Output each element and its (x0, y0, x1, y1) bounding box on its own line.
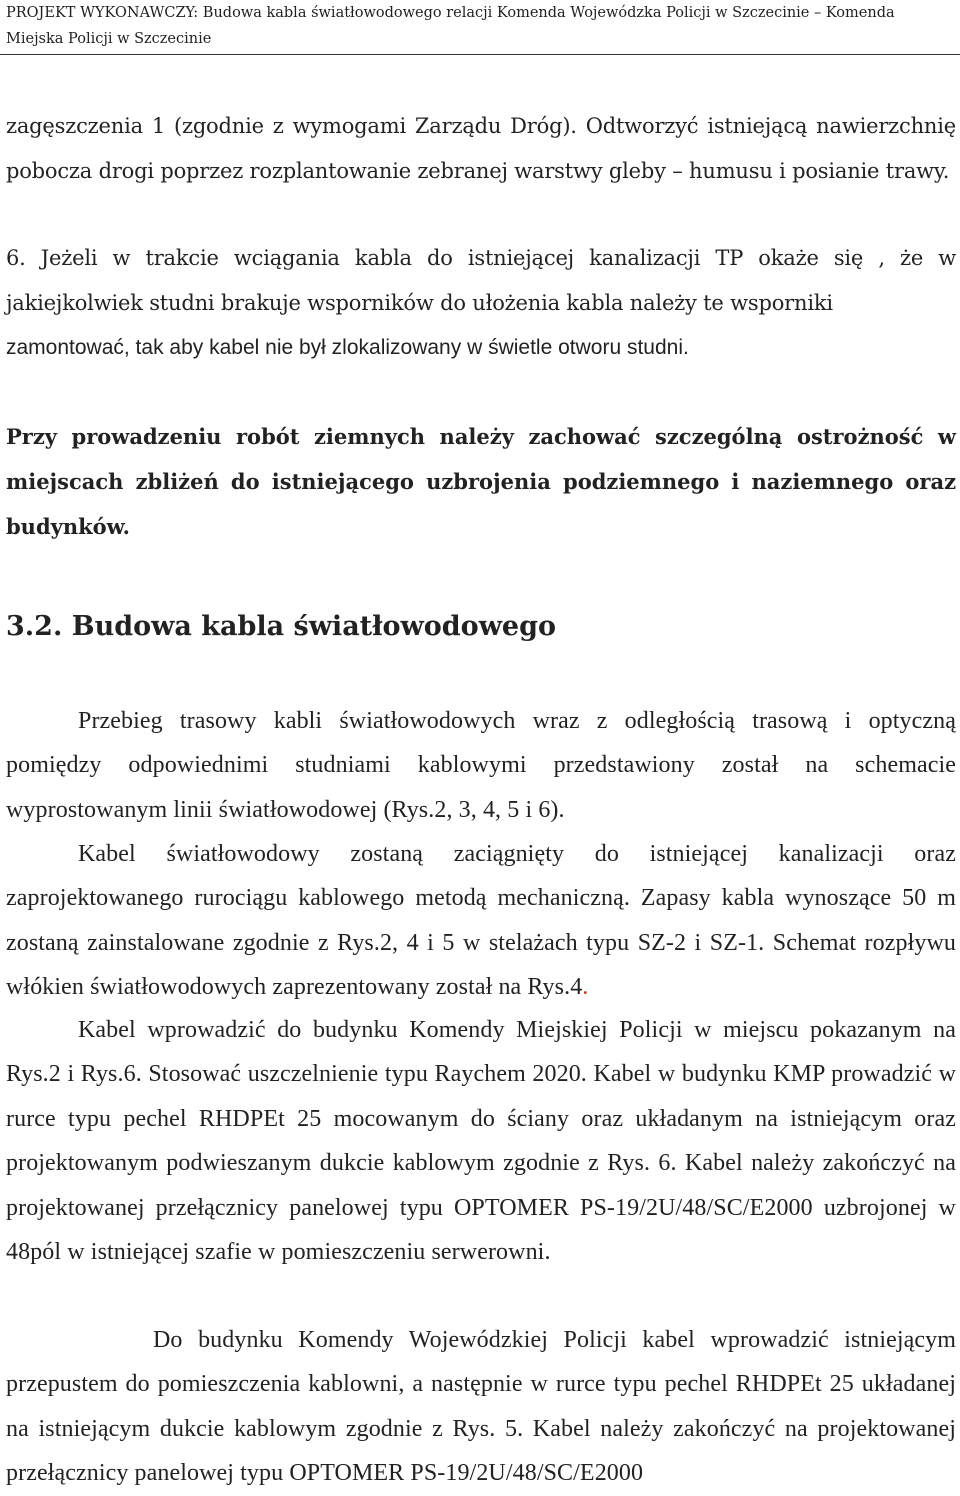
section-number: 3.2. (6, 611, 63, 642)
section-heading (6, 605, 556, 649)
body-paragraph-2-text: Kabel światłowodowy zostaną zaciągnięty do istniejącej kanalizacji oraz zaprojektowanego rurociągu kablowego metodą mechaniczną. Zapasy kabla wynoszące 50 m zostaną zainstalowane zgodnie z Rys.2, 4 i 5 w stelażach typu SZ-2 i SZ-1. Schemat rozpływu włókien światłowodowych zaprezentowany został na Rys.4 (6, 841, 956, 1001)
body-paragraph-2 (6, 832, 956, 1010)
intro-point-6-continuation: zamontować, tak aby kabel nie był zlokalizowany w świetle otworu studni. (6, 336, 689, 359)
section-title: Budowa kabla światłowodowego (71, 611, 557, 642)
intro-paragraph: zagęszczenia 1 (zgodnie z wymogami Zarządu Dróg). Odtworzyć istniejącą nawierzchnię pobocza drogi poprzez rozplantowanie zebranej warstwy gleby – humusu i posianie trawy. (6, 114, 956, 183)
body-paragraph-3: Kabel wprowadzić do budynku Komendy Miejskiej Policji w miejscu pokazanym na Rys.2 i Rys.6. Stosować uszczelnienie typu Raychem 2020. Kabel w budynku KMP prowadzić w rurce typu pechel RHDPEt 25 mocowanym do ściany oraz układanym na istniejącym oraz projektowanym podwieszanym dukcie kablowym zgodnie z Rys. 6. Kabel należy zakończyć na projektowanej przełącznicy panelowej typu OPTOMER PS-19/2U/48/SC/E2000 uzbrojonej w 48pól w istniejącej szafie w pomieszczeniu serwerowni. (6, 1017, 956, 1266)
body-paragraph-2-end: . (582, 974, 589, 1001)
body-paragraph-4: Do budynku Komendy Wojewódzkiej Policji kabel wprowadzić istniejącym przepustem do pomieszczenia kablowni, a następnie w rurce typu pechel RHDPEt 25 układanej na istniejącym dukcie kablowym zgodnie z Rys. 5. Kabel należy zakończyć na projektowanej przełącznicy panelowej typu OPTOMER PS-19/2U/48/SC/E2000 (6, 1327, 956, 1487)
page-header: PROJEKT WYKONAWCZY: Budowa kabla światłowodowego relacji Komenda Wojewódzka Policji w Szczecinie – Komenda Miejska Policji w Szczecinie (6, 5, 895, 47)
intro-point-6: 6. Jeżeli w trakcie wciągania kabla do istniejącej kanalizacji TP okaże się , że w jakiejkolwiek studni brakuje wsporników do ułożenia kabla należy te wsporniki (6, 246, 956, 315)
warning-paragraph: Przy prowadzeniu robót ziemnych należy zachować szczególną ostrożność w miejscach zbliżeń do istniejącego uzbrojenia podziemnego i naziemnego oraz budynków. (6, 424, 956, 539)
body-paragraph-1: Przebieg trasowy kabli światłowodowych wraz z odległością trasową i optyczną pomiędzy odpowiednimi studniami kablowymi przedstawiony został na schemacie wyprostowanym linii światłowodowej (Rys.2, 3, 4, 5 i 6). (6, 708, 956, 823)
header-divider (0, 54, 960, 55)
